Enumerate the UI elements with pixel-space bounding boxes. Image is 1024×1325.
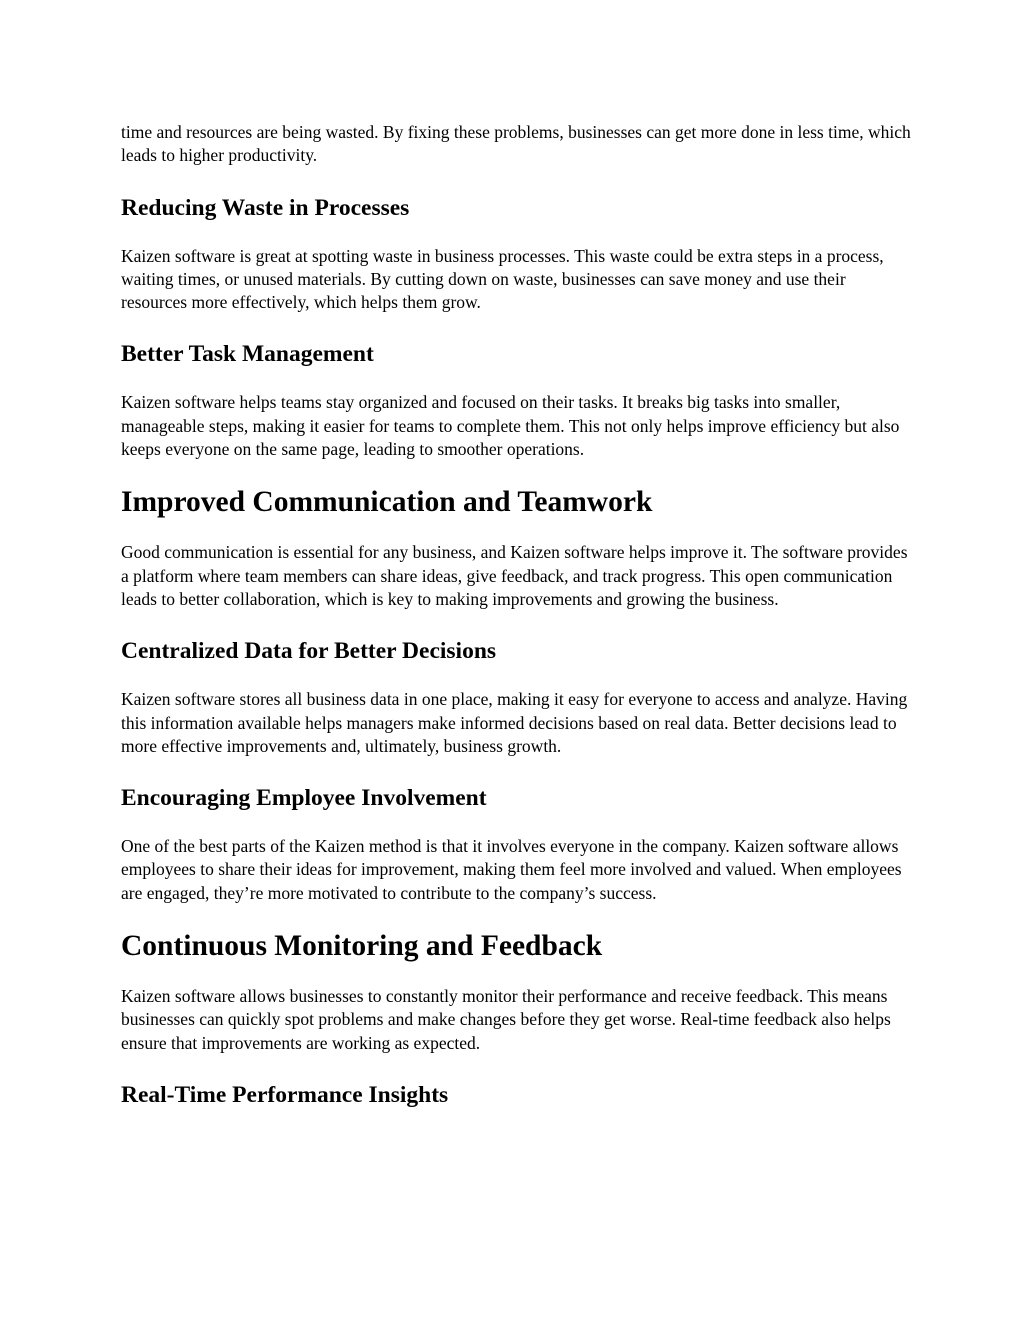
centralized-data-paragraph: Kaizen software stores all business data in one place, making it easy for everyone to access and analyze. Having this information available helps managers make informed decisions based on real data. Better decisions lead to more effective improvements and, ultimately, business growth. (121, 689, 908, 756)
employee-involvement-paragraph: One of the best parts of the Kaizen method is that it involves everyone in the company. Kaizen software allows employees to share their ideas for improvement, making them feel more involved and valued. When employees are engaged, they’re more motivated to contribute to the company’s success. (121, 836, 902, 903)
communication-heading: Improved Communication and Teamwork (121, 486, 653, 519)
intro-continued-paragraph: time and resources are being wasted. By fixing these problems, businesses can get more done in less time, which leads to higher productivity. (121, 122, 911, 166)
document-page (121, 121, 911, 1109)
reducing-waste-paragraph: Kaizen software is great at spotting waste in business processes. This waste could be extra steps in a process, waiting times, or unused materials. By cutting down on waste, businesses can save money and use their resources more effectively, which helps them grow. (121, 245, 884, 313)
employee-involvement-heading: Encouraging Employee Involvement (121, 785, 487, 812)
monitoring-paragraph: Kaizen software allows businesses to constantly monitor their performance and receive feedback. This means businesses can quickly spot problems and make changes before they get worse. Real-time feedback also helps ensure that improvements are working as expected. (121, 986, 891, 1053)
task-management-heading: Better Task Management (121, 341, 374, 368)
task-management-paragraph: Kaizen software helps teams stay organized and focused on their tasks. It breaks big tasks into smaller, manageable steps, making it easier for teams to complete them. This not only helps improve efficiency but also keeps everyone on the same page, leading to smoother operations. (121, 392, 900, 460)
communication-paragraph: Good communication is essential for any business, and Kaizen software helps improve it. The software provides a platform where team members can share ideas, give feedback, and track progress. This open communication leads to better collaboration, which is key to making improvements and growing the business. (121, 542, 908, 609)
centralized-data-heading: Centralized Data for Better Decisions (121, 638, 497, 665)
reducing-waste-heading: Reducing Waste in Processes (121, 194, 410, 221)
monitoring-heading: Continuous Monitoring and Feedback (121, 930, 603, 963)
real-time-insights-heading: Real-Time Performance Insights (121, 1081, 449, 1108)
